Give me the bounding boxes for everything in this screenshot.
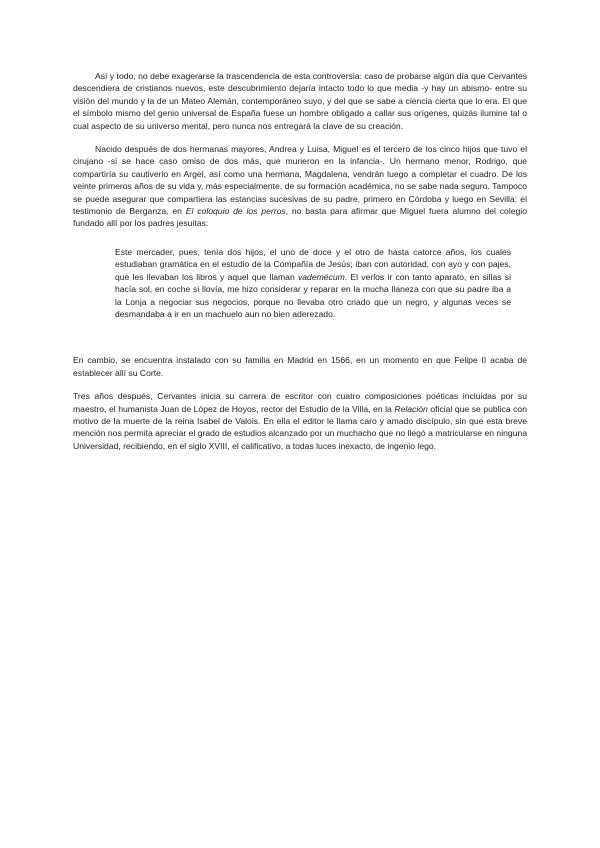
quote-term-vademecum: vademécum — [297, 271, 345, 282]
paragraph-birth-text-start: Nacido después de dos hermanas mayores, Andrea y Luisa, Miguel es el tercero de los cinco hijos que tuvo el cirujano -si se hace caso omiso de dos más, que murieron en la infancia-. Un hermano menor, Rodrigo, que compartiría su cautiverio en Argel, así como una hermana, Magdalena, vendrán luego a completar el cuadro. De los veinte primeros años de su vida y, más especialmente, de su formación académica, no se sabe nada seguro. Tampoco se puede asegurar que compartiera las estancias sucesivas de su padre, primero en Córdoba y luego en Sevilla: el testimonio de Berganza, en — [73, 144, 527, 217]
paragraph-controversy-text: Así y todo, no debe exagerarse la trascendencia de esta controversia: caso de probarse algún día que Cervantes descendiera de cristianos nuevos, este descubrimiento dejaría intacto todo lo que media -y hay un abismo- entre su visión del mundo y la de un Mateo Alemán, contemporáneo suyo, y del que se sabe a ciencia cierta que lo era. El que el símbolo mismo del genio universal de España fuese un hombre obligado a callar sus orígenes, quizás ilumine tal o cual aspecto de su universo mental, pero nunca nos entregará la clave de su creación. — [73, 71, 527, 131]
paragraph-birth — [73, 143, 527, 230]
paragraph-madrid — [73, 354, 527, 379]
paragraph-career-text-start: Tres años después, Cervantes inicia su carrera de escritor con cuatro composiciones poéticas incluidas por su maestro, el humanista Juan de López de Hoyos, rector del Estudio de la Villa, en la — [73, 391, 527, 414]
book-title-coloquio: El coloquio de los perros — [185, 206, 286, 217]
paragraph-career-text-end: oficial que se publica con motivo de la muerte de la reina Isabel de Valois. En ella el editor le llama caro y amado discípulo, sin que esta breve mención nos permita apreciar el grado de estudios alcanzado por un muchacho que no llegó a matricularse en ninguna Universidad, recibiendo, en el siglo XVIII, el calificativo, a todas luces inexacto, de ingenio lego. — [73, 403, 527, 451]
block-quote-text-start: Este mercader, pues, tenía dos hijos, el uno de doce y el otro de hasta catorce años, los cuales estudiaban gramática en el estudio de la Compañía de Jesús; iban con autoridad, con ayo y con pajes, que les llevaban los libros y aquel que llaman — [115, 246, 511, 282]
block-quote-text-end: . El verlos ir con tanto aparato, en sillas si hacía sol, en coche si llovía, me hizo considerar y reparar en la mucha llaneza con que su padre iba a la Lonja a negociar sus negocios, porque no llevaba otro criado que un negro, y algunas veces se desmandaba a ir en un machuelo aun no bien aderezado. — [115, 271, 511, 319]
paragraph-madrid-text: En cambio, se encuentra instalado con su familia en Madrid en 1566, en un momento en que Felipe II acaba de establecer allí su Corte. — [73, 355, 527, 378]
section-gap — [73, 334, 527, 354]
document-page — [73, 70, 527, 463]
paragraph-birth-text-end: , no basta para afirmar que Miguel fuera alumno del colegio fundado allí por los padres jesuitas: — [73, 206, 527, 229]
block-quote — [115, 246, 511, 320]
work-title-relacion: Relación — [394, 403, 428, 414]
paragraph-controversy — [73, 70, 527, 132]
paragraph-career — [73, 390, 527, 452]
